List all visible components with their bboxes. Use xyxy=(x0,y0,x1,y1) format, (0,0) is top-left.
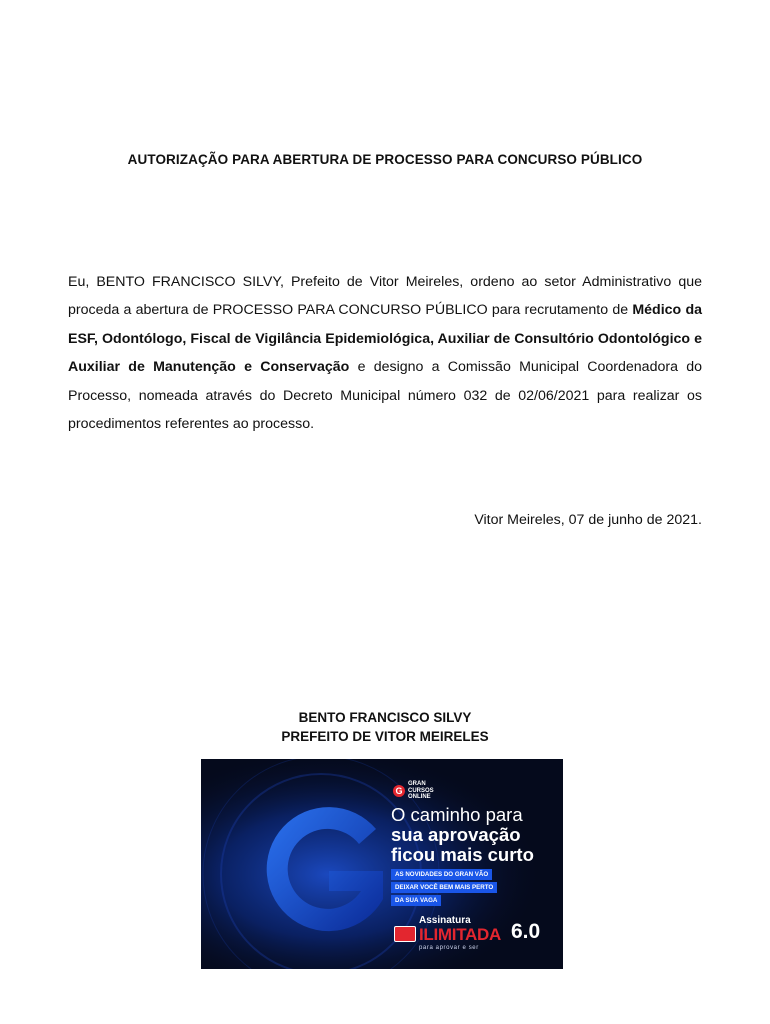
ad-pill-3: DA SUA VAGA xyxy=(391,895,441,906)
ad-product-version: 6.0 xyxy=(511,920,541,943)
ad-headline-line-1: O caminho para xyxy=(391,804,523,825)
ad-brand-logo xyxy=(393,781,442,801)
ad-product-icon xyxy=(394,926,416,942)
advertisement-banner[interactable] xyxy=(201,759,563,969)
ad-headline xyxy=(391,805,534,865)
ad-pill-1: AS NOVIDADES DO GRAN VÃO xyxy=(391,869,492,880)
signature-role: PREFEITO DE VITOR MEIRELES xyxy=(281,729,489,744)
signature-block xyxy=(0,708,770,746)
paragraph-text-start: Eu, BENTO FRANCISCO SILVY, Prefeito de Vitor Meireles, ordeno ao setor Administrativo que proceda a abertura de PROCESSO PARA CONCURSO PÚBLICO para recrutamento de xyxy=(68,274,702,319)
ad-tagline: para aprovar e ser xyxy=(419,945,479,951)
ad-headline-line-2: sua aprovação xyxy=(391,824,521,845)
ad-headline-line-3: ficou mais curto xyxy=(391,844,534,865)
ad-pill-2: DEIXAR VOCÊ BEM MAIS PERTO xyxy=(391,882,497,893)
authorization-paragraph xyxy=(68,268,702,438)
ad-product-name: ILIMITADA xyxy=(419,925,501,944)
date-line: Vitor Meireles, 07 de junho de 2021. xyxy=(474,512,702,528)
signature-name: BENTO FRANCISCO SILVY xyxy=(298,710,472,725)
ad-brand-name: GRAN CURSOS ONLINE xyxy=(408,781,434,800)
paragraph-positions-bold: Médico da ESF, Odontólogo, Fiscal de Vigilância Epidemiológica, Auxiliar de Consultório Odontológico e Auxiliar de Manutenção e Conservação xyxy=(68,302,703,376)
document-title: AUTORIZAÇÃO PARA ABERTURA DE PROCESSO PARA CONCURSO PÚBLICO xyxy=(127,152,643,167)
ad-brand-mark-icon: G xyxy=(393,785,405,797)
ad-product-label: Assinatura xyxy=(419,915,471,926)
paragraph-text-end: e designo a Comissão Municipal Coordenadora do Processo, nomeada através do Decreto Municipal número 032 de 02/06/2021 para realizar os procedimentos referentes ao processo. xyxy=(68,359,702,433)
